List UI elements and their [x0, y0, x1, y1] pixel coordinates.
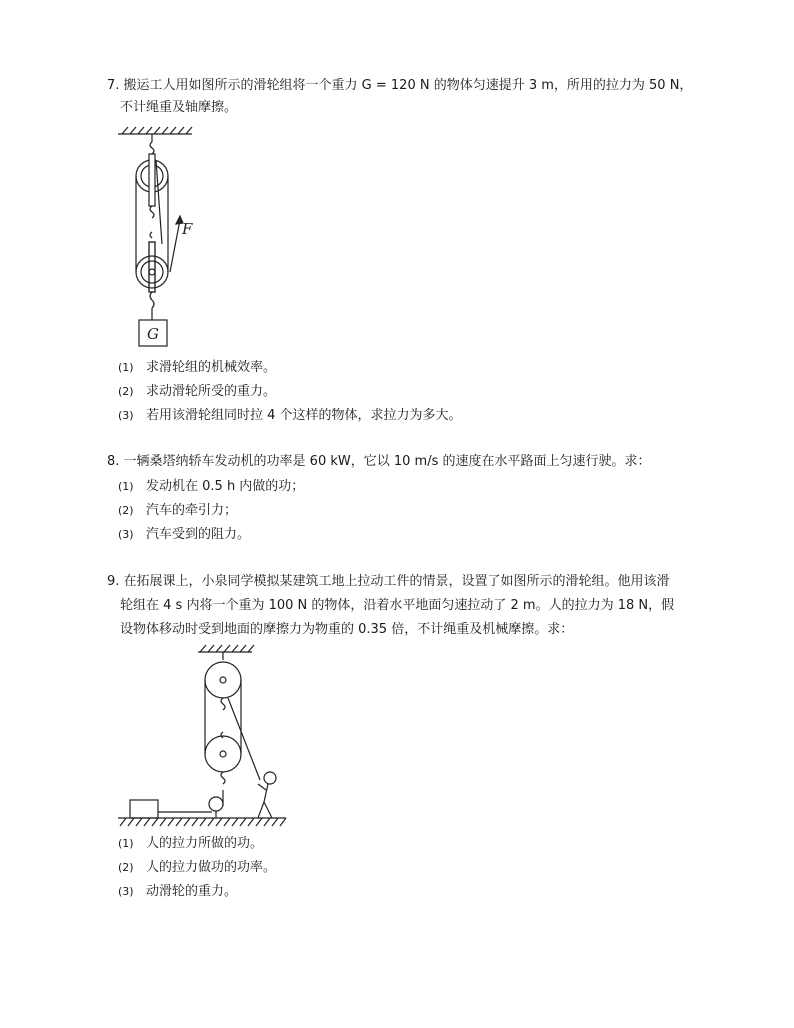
q8-text-line1: 8. 一辆桑塔纳轿车发动机的功率是 60 kW，它以 10 m/s 的速度在水平路面上匀速行驶。求：: [107, 454, 651, 469]
q9-text-line3: 设物体移动时受到地面的摩擦力为物重的 0.35 倍，不计绳重及机械摩擦。求：: [120, 622, 574, 637]
q7-sub-3: (3) 若用该滑轮组同时拉 4 个这样的物体，求拉力为多大。: [118, 408, 462, 423]
weight-label-G: G: [147, 325, 159, 343]
q8-sub-1: (1) 发动机在 0.5 h 内做的功；: [118, 479, 305, 494]
q8-sub-2: (2) 汽车的牵引力；: [118, 503, 238, 518]
q9-sub-3: (3) 动滑轮的重力。: [118, 884, 238, 899]
q9-text-line2: 轮组在 4 s 内将一个重为 100 N 的物体，沿着水平地面匀速拉动了 2 m。人的拉力为 18 N，假: [120, 598, 675, 613]
q7-sub-2: (2) 求动滑轮所受的重力。: [118, 384, 277, 399]
q9-text-line1: 9. 在拓展课上，小泉同学模拟某建筑工地上拉动工件的情景，设置了如图所示的滑轮组。他用该滑: [107, 574, 670, 589]
q8-sub-3: (3) 汽车受到的阻力。: [118, 527, 251, 542]
q7-text-line2: 不计绳重及轴摩擦。: [120, 100, 238, 115]
q9-sub-2: (2) 人的拉力做功的功率。: [118, 860, 277, 875]
q9-pulley-figure: [118, 640, 298, 832]
q7-sub-1: (1) 求滑轮组的机械效率。: [118, 360, 277, 375]
q9-sub-1: (1) 人的拉力所做的功。: [118, 836, 264, 851]
q7-text-line1: 7. 搬运工人用如图所示的滑轮组将一个重力 G = 120 N 的物体匀速提升 3 m，所用的拉力为 50 N，: [107, 78, 693, 93]
force-label-F: F: [182, 220, 193, 238]
q7-pulley-figure: [112, 124, 222, 350]
